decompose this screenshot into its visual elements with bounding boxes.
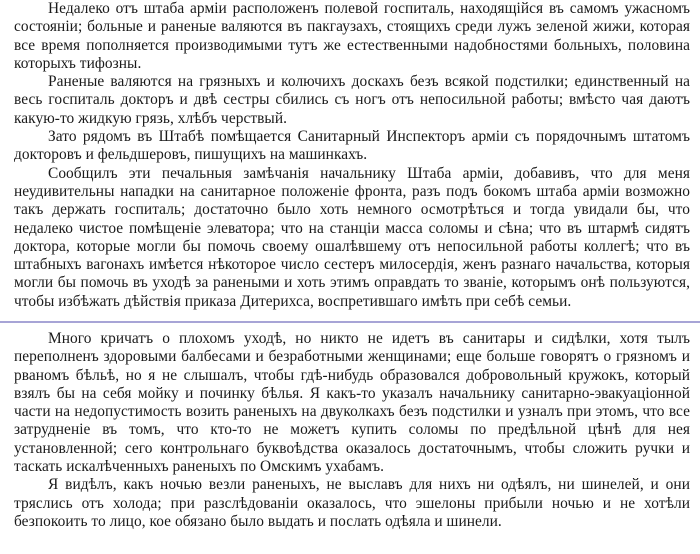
paragraph-poor-care: Много кричатъ о плохомъ уходѣ, но никто не идетъ въ санитары и сидѣлки, хотя тылъ переполненъ здоровыми балбесами и безработными женщинами; еще больше говорятъ о грязномъ и рваномъ бѣльѣ, но я не слышалъ, чтобы гдѣ-нибудь образовался добровольный кружокъ, который взялъ бы на себя мойку и починку бѣлья. Я какъ-то указалъ начальнику санитарно-эвакуаціонной части на недопустимость возить раненыхъ на двуколкахъ безъ подстилки и узналъ при этомъ, что все затрудненіе въ томъ, что кто-то не можетъ купить соломы по предѣльной цѣнѣ для нея установленной; сего контрольнаго буквоѣдства оказалось достаточнымъ, чтобы сложить ручки и таскать искалѣченныхъ раненыхъ по Омскимъ ухабамъ. xyxy=(14,330,690,476)
paragraph-night-transport: Я видѣлъ, какъ ночью везли раненыхъ, не выславъ для нихъ ни одѣялъ, ни шинелей, и они тряслись отъ холода; при разслѣдованіи оказалось, что эшелоны прибыли ночью и не хотѣли безпокоить то лицо, кое обязано было выдать и послать одѣяла и шинели. xyxy=(14,476,690,530)
bottom-excerpt xyxy=(14,330,690,531)
top-excerpt xyxy=(14,0,690,311)
section-divider xyxy=(0,321,700,323)
paragraph-field-hospital: Недалеко отъ штаба арміи расположенъ полевой госпиталь, находящійся въ самомъ ужасномъ состояніи; больные и раненые валяются въ пакгаузахъ, стоящихъ среди лужъ зеленой жижи, которая все время пополняется производимыми тутъ же естественными надобностями больныхъ, половина которыхъ тифозны. xyxy=(14,0,690,72)
paragraph-wounded-conditions: Раненые валяются на грязныхъ и колючихъ доскахъ безъ всякой подстилки; единственный на весь госпиталь докторъ и двѣ сестры сбились съ ногъ отъ непосильной работы; вмѣсто чая даютъ какую-то жидкую грязь, хлѣбъ черствый. xyxy=(14,73,690,127)
paragraph-sanitary-inspector: Зато рядомъ въ Штабѣ помѣщается Санитарный Инспекторъ арміи съ порядочнымъ штатомъ докторовъ и фельдшеровъ, пишущихъ на машинкахъ. xyxy=(14,128,690,164)
paragraph-report-to-chief: Сообщилъ эти печальныя замѣчанія начальнику Штаба арміи, добавивъ, что для меня неудивительны нападки на санитарное положеніе фронта, разъ подъ бокомъ штаба арміи возможно такъ держать госпиталь; достаточно было хоть немного осмотрѣться и тогда увидали бы, что недалеко чистое помѣщеніе элеватора; что на станціи масса соломы и сѣна; что въ штармѣ сидятъ доктора, которые могли бы помочь своему ошалѣвшему отъ непосильной работы коллегѣ; что въ штабныхъ вагонахъ имѣется нѣкоторое число сестеръ милосердія, женъ разнаго начальства, которыя могли бы помочь въ уходѣ за ранеными и хоть этимъ оправдать то званіе, которымъ онѣ пользуются, чтобы избѣжать дѣйствія приказа Дитерихса, воспретившаго имѣть при себѣ семьи. xyxy=(14,164,690,310)
